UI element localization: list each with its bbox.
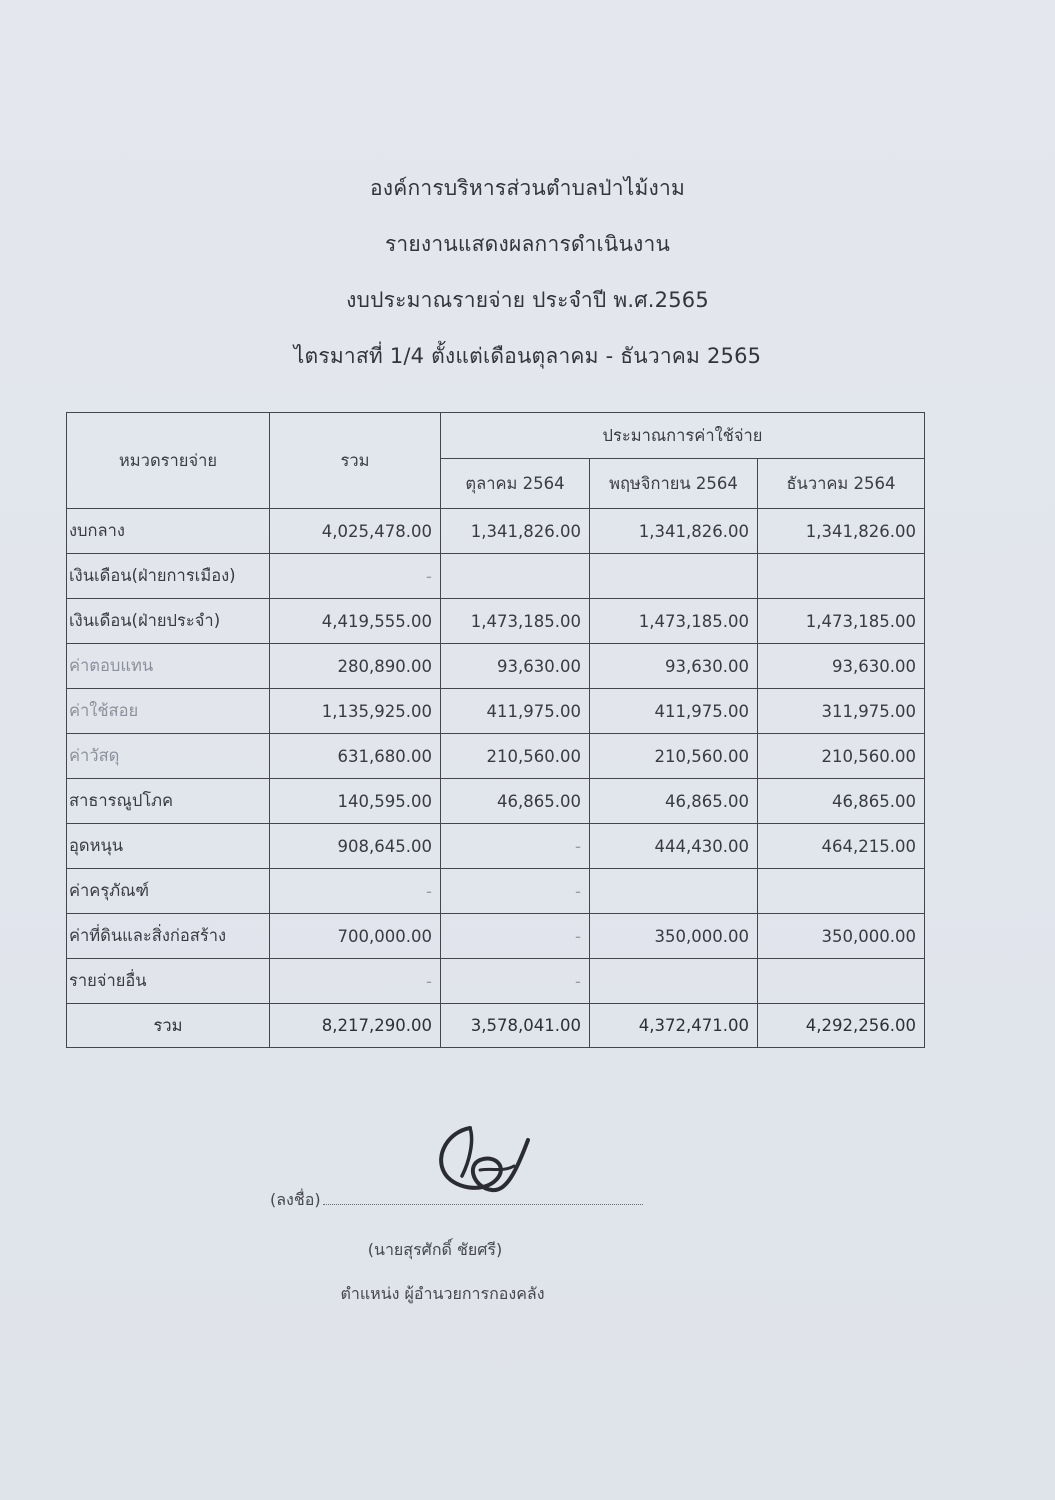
row-month-3: 350,000.00 bbox=[758, 914, 925, 959]
row-month-2: 46,865.00 bbox=[590, 779, 758, 824]
row-total: 700,000.00 bbox=[270, 914, 441, 959]
row-category: งบกลาง bbox=[67, 509, 270, 554]
row-category: ค่าที่ดินและสิ่งก่อสร้าง bbox=[67, 914, 270, 959]
total-row bbox=[67, 1004, 925, 1048]
table-row bbox=[67, 959, 925, 1004]
row-month-1: 46,865.00 bbox=[441, 779, 590, 824]
row-month-2: 210,560.00 bbox=[590, 734, 758, 779]
header-month-2: พฤษจิกายน 2564 bbox=[590, 459, 758, 509]
row-category: สาธารณูปโภค bbox=[67, 779, 270, 824]
row-category: ค่าวัสดุ bbox=[67, 734, 270, 779]
row-month-1: - bbox=[441, 914, 590, 959]
row-month-1: 1,473,185.00 bbox=[441, 599, 590, 644]
total-month-2: 4,372,471.00 bbox=[590, 1004, 758, 1048]
row-month-2 bbox=[590, 554, 758, 599]
row-month-2: 350,000.00 bbox=[590, 914, 758, 959]
table-row bbox=[67, 554, 925, 599]
budget-table bbox=[66, 412, 925, 1048]
row-month-2: 444,430.00 bbox=[590, 824, 758, 869]
row-month-1: - bbox=[441, 869, 590, 914]
row-month-2: 93,630.00 bbox=[590, 644, 758, 689]
row-category: อุดหนุน bbox=[67, 824, 270, 869]
row-month-3: 46,865.00 bbox=[758, 779, 925, 824]
total-label: รวม bbox=[67, 1004, 270, 1048]
row-month-1: 1,341,826.00 bbox=[441, 509, 590, 554]
header-month-3: ธันวาคม 2564 bbox=[758, 459, 925, 509]
table-body bbox=[67, 509, 925, 1004]
quarter-title: ไตรมาสที่ 1/4 ตั้งแต่เดือนตุลาคม - ธันวาคม 2565 bbox=[293, 344, 762, 368]
sign-label: (ลงชื่อ) bbox=[270, 1190, 321, 1209]
row-total: - bbox=[270, 869, 441, 914]
row-month-3: 464,215.00 bbox=[758, 824, 925, 869]
row-total: 4,025,478.00 bbox=[270, 509, 441, 554]
table-row bbox=[67, 689, 925, 734]
total-month-1: 3,578,041.00 bbox=[441, 1004, 590, 1048]
row-month-3 bbox=[758, 959, 925, 1004]
sign-line bbox=[270, 1188, 643, 1213]
row-month-1 bbox=[441, 554, 590, 599]
row-month-2: 1,473,185.00 bbox=[590, 599, 758, 644]
table-row bbox=[67, 644, 925, 689]
header-estimate-group: ประมาณการค่าใช้จ่าย bbox=[441, 413, 925, 459]
row-month-3: 311,975.00 bbox=[758, 689, 925, 734]
header-total: รวม bbox=[270, 413, 441, 509]
row-category: เงินเดือน(ฝ่ายประจำ) bbox=[67, 599, 270, 644]
row-month-1: - bbox=[441, 959, 590, 1004]
row-total: 4,419,555.00 bbox=[270, 599, 441, 644]
row-month-3: 210,560.00 bbox=[758, 734, 925, 779]
row-month-3 bbox=[758, 554, 925, 599]
report-title: รายงานแสดงผลการดำเนินงาน bbox=[384, 232, 671, 256]
row-month-3: 1,341,826.00 bbox=[758, 509, 925, 554]
row-total: 1,135,925.00 bbox=[270, 689, 441, 734]
row-month-1: 411,975.00 bbox=[441, 689, 590, 734]
table-row bbox=[67, 914, 925, 959]
row-month-1: 210,560.00 bbox=[441, 734, 590, 779]
row-month-3 bbox=[758, 869, 925, 914]
table-row bbox=[67, 509, 925, 554]
table-row bbox=[67, 734, 925, 779]
row-month-2: 1,341,826.00 bbox=[590, 509, 758, 554]
header-category: หมวดรายจ่าย bbox=[67, 413, 270, 509]
row-category: ค่าตอบแทน bbox=[67, 644, 270, 689]
row-category: ค่าครุภัณฑ์ bbox=[67, 869, 270, 914]
table-row bbox=[67, 779, 925, 824]
row-category: เงินเดือน(ฝ่ายการเมือง) bbox=[67, 554, 270, 599]
header-month-1: ตุลาคม 2564 bbox=[441, 459, 590, 509]
row-month-2: 411,975.00 bbox=[590, 689, 758, 734]
row-total: 908,645.00 bbox=[270, 824, 441, 869]
row-total: 280,890.00 bbox=[270, 644, 441, 689]
row-month-1: - bbox=[441, 824, 590, 869]
row-month-3: 93,630.00 bbox=[758, 644, 925, 689]
row-month-2 bbox=[590, 869, 758, 914]
row-category: ค่าใช้สอย bbox=[67, 689, 270, 734]
budget-title: งบประมาณรายจ่าย ประจำปี พ.ศ.2565 bbox=[346, 288, 709, 312]
row-category: รายจ่ายอื่น bbox=[67, 959, 270, 1004]
org-name: องค์การบริหารส่วนตำบลป่าไม้งาม bbox=[369, 176, 686, 200]
report-header bbox=[0, 168, 1055, 392]
signature-dotted-line bbox=[323, 1204, 643, 1205]
row-total: 631,680.00 bbox=[270, 734, 441, 779]
row-total: - bbox=[270, 554, 441, 599]
table-row bbox=[67, 869, 925, 914]
total-sum: 8,217,290.00 bbox=[270, 1004, 441, 1048]
row-month-2 bbox=[590, 959, 758, 1004]
table-row bbox=[67, 599, 925, 644]
table-row bbox=[67, 824, 925, 869]
row-total: - bbox=[270, 959, 441, 1004]
row-month-1: 93,630.00 bbox=[441, 644, 590, 689]
signer-name: (นายสุรศักดิ์ ชัยศรี) bbox=[367, 1240, 503, 1259]
row-total: 140,595.00 bbox=[270, 779, 441, 824]
signer-position: ตำแหน่ง ผู้อำนวยการกองคลัง bbox=[340, 1284, 545, 1303]
row-month-3: 1,473,185.00 bbox=[758, 599, 925, 644]
total-month-3: 4,292,256.00 bbox=[758, 1004, 925, 1048]
